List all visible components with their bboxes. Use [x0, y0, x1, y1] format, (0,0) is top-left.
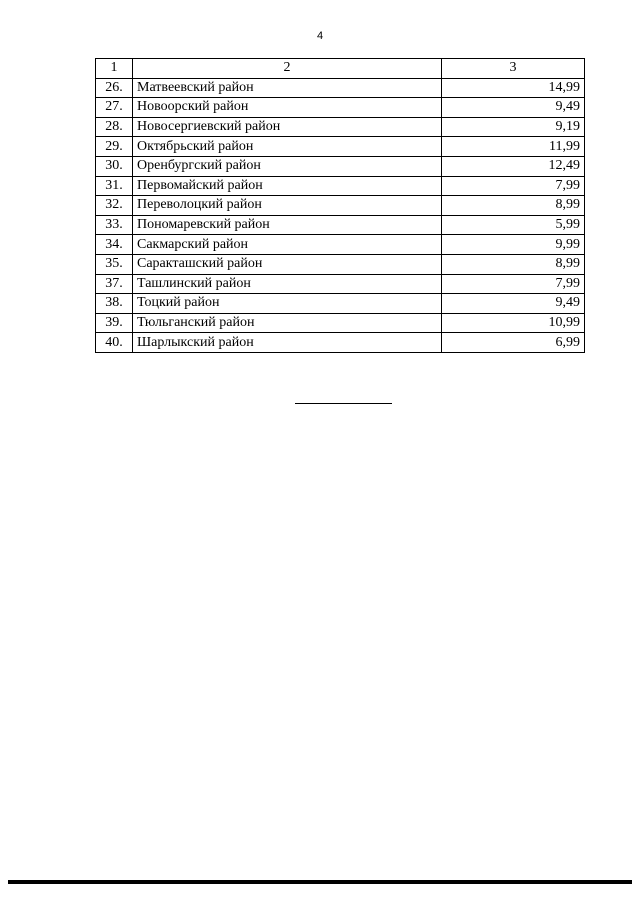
row-number: 27.	[96, 98, 133, 118]
table-row	[96, 313, 585, 333]
row-value: 8,99	[442, 254, 585, 274]
row-number: 37.	[96, 274, 133, 294]
table-row	[96, 235, 585, 255]
district-table	[95, 58, 585, 353]
row-number: 39.	[96, 313, 133, 333]
row-value: 6,99	[442, 333, 585, 353]
bottom-rule	[8, 880, 632, 884]
table-row	[96, 294, 585, 314]
row-district-name: Шарлыкский район	[133, 333, 442, 353]
row-district-name: Новосергиевский район	[133, 117, 442, 137]
row-number: 35.	[96, 254, 133, 274]
row-district-name: Октябрьский район	[133, 137, 442, 157]
row-value: 7,99	[442, 176, 585, 196]
row-number: 33.	[96, 215, 133, 235]
table-row	[96, 78, 585, 98]
table-row	[96, 137, 585, 157]
table-row	[96, 117, 585, 137]
page-number: 4	[316, 30, 324, 42]
row-value: 8,99	[442, 196, 585, 216]
table-row	[96, 254, 585, 274]
row-district-name: Саракташский район	[133, 254, 442, 274]
row-number: 31.	[96, 176, 133, 196]
column-header-name: 2	[133, 59, 442, 79]
row-district-name: Пономаревский район	[133, 215, 442, 235]
table-row	[96, 196, 585, 216]
row-district-name: Новоорский район	[133, 98, 442, 118]
table-row	[96, 274, 585, 294]
row-value: 9,19	[442, 117, 585, 137]
row-number: 28.	[96, 117, 133, 137]
table-header-row	[96, 59, 585, 79]
row-district-name: Матвеевский район	[133, 78, 442, 98]
row-value: 12,49	[442, 156, 585, 176]
row-district-name: Оренбургский район	[133, 156, 442, 176]
row-district-name: Переволоцкий район	[133, 196, 442, 216]
table-row	[96, 333, 585, 353]
row-value: 9,49	[442, 294, 585, 314]
table-row	[96, 156, 585, 176]
row-number: 38.	[96, 294, 133, 314]
row-value: 9,49	[442, 98, 585, 118]
row-number: 30.	[96, 156, 133, 176]
row-district-name: Первомайский район	[133, 176, 442, 196]
row-value: 11,99	[442, 137, 585, 157]
row-district-name: Сакмарский район	[133, 235, 442, 255]
row-value: 5,99	[442, 215, 585, 235]
row-value: 14,99	[442, 78, 585, 98]
row-value: 7,99	[442, 274, 585, 294]
table-row	[96, 176, 585, 196]
row-district-name: Тоцкий район	[133, 294, 442, 314]
table-row	[96, 215, 585, 235]
row-value: 9,99	[442, 235, 585, 255]
row-district-name: Тюльганский район	[133, 313, 442, 333]
row-district-name: Ташлинский район	[133, 274, 442, 294]
row-number: 29.	[96, 137, 133, 157]
row-number: 40.	[96, 333, 133, 353]
column-header-value: 3	[442, 59, 585, 79]
end-divider-line	[295, 403, 392, 404]
column-header-number: 1	[96, 59, 133, 79]
row-number: 34.	[96, 235, 133, 255]
row-number: 26.	[96, 78, 133, 98]
row-number: 32.	[96, 196, 133, 216]
row-value: 10,99	[442, 313, 585, 333]
table-row	[96, 98, 585, 118]
